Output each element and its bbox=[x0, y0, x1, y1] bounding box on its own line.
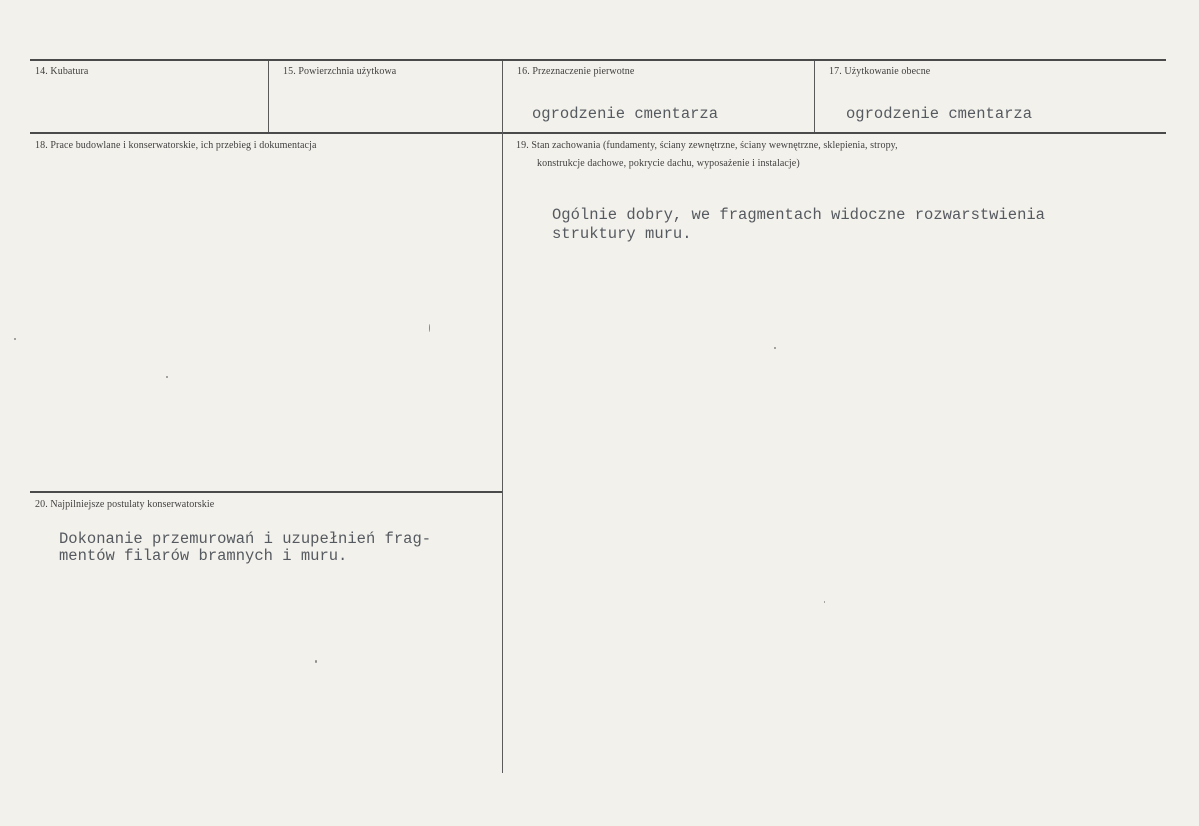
top-rule bbox=[30, 59, 1166, 61]
field-15-label: 15. Powierzchnia użytkowa bbox=[283, 66, 397, 77]
field-20-value-line1: Dokonanie przemurowań i uzupełnień frag- bbox=[59, 530, 432, 548]
field-19-label-line2: konstrukcje dachowe, pokrycie dachu, wyposażenie i instalacje) bbox=[537, 158, 800, 169]
column-divider-17 bbox=[814, 61, 815, 132]
field-17-label: 17. Użytkowanie obecne bbox=[829, 66, 931, 77]
field-20-label: 20. Najpilniejsze postulaty konserwatorskie bbox=[35, 499, 215, 510]
paper-speck bbox=[824, 601, 825, 603]
paper-speck bbox=[166, 376, 168, 378]
paper-speck bbox=[429, 324, 430, 332]
field-19-label-line1: 19. Stan zachowania (fundamenty, ściany zewnętrzne, ściany wewnętrzne, sklepienia, stropy, bbox=[516, 140, 898, 151]
column-divider-15 bbox=[268, 61, 269, 132]
field-17-value: ogrodzenie cmentarza bbox=[846, 105, 1033, 123]
paper-speck bbox=[315, 660, 317, 663]
row-divider-rule bbox=[30, 132, 1166, 134]
field-20-top-rule bbox=[30, 491, 503, 493]
field-16-value: ogrodzenie cmentarza bbox=[532, 105, 719, 123]
column-divider-16 bbox=[502, 61, 503, 773]
field-19-value-line2: struktury muru. bbox=[552, 225, 692, 243]
field-18-label: 18. Prace budowlane i konserwatorskie, ich przebieg i dokumentacja bbox=[35, 140, 317, 151]
field-20-value-line2: mentów filarów bramnych i muru. bbox=[59, 547, 348, 565]
paper-speck bbox=[774, 347, 776, 349]
field-19-value-line1: Ogólnie dobry, we fragmentach widoczne rozwarstwienia bbox=[552, 206, 1045, 224]
field-14-label: 14. Kubatura bbox=[35, 66, 89, 77]
field-16-label: 16. Przeznaczenie pierwotne bbox=[517, 66, 635, 77]
paper-speck bbox=[14, 338, 16, 340]
